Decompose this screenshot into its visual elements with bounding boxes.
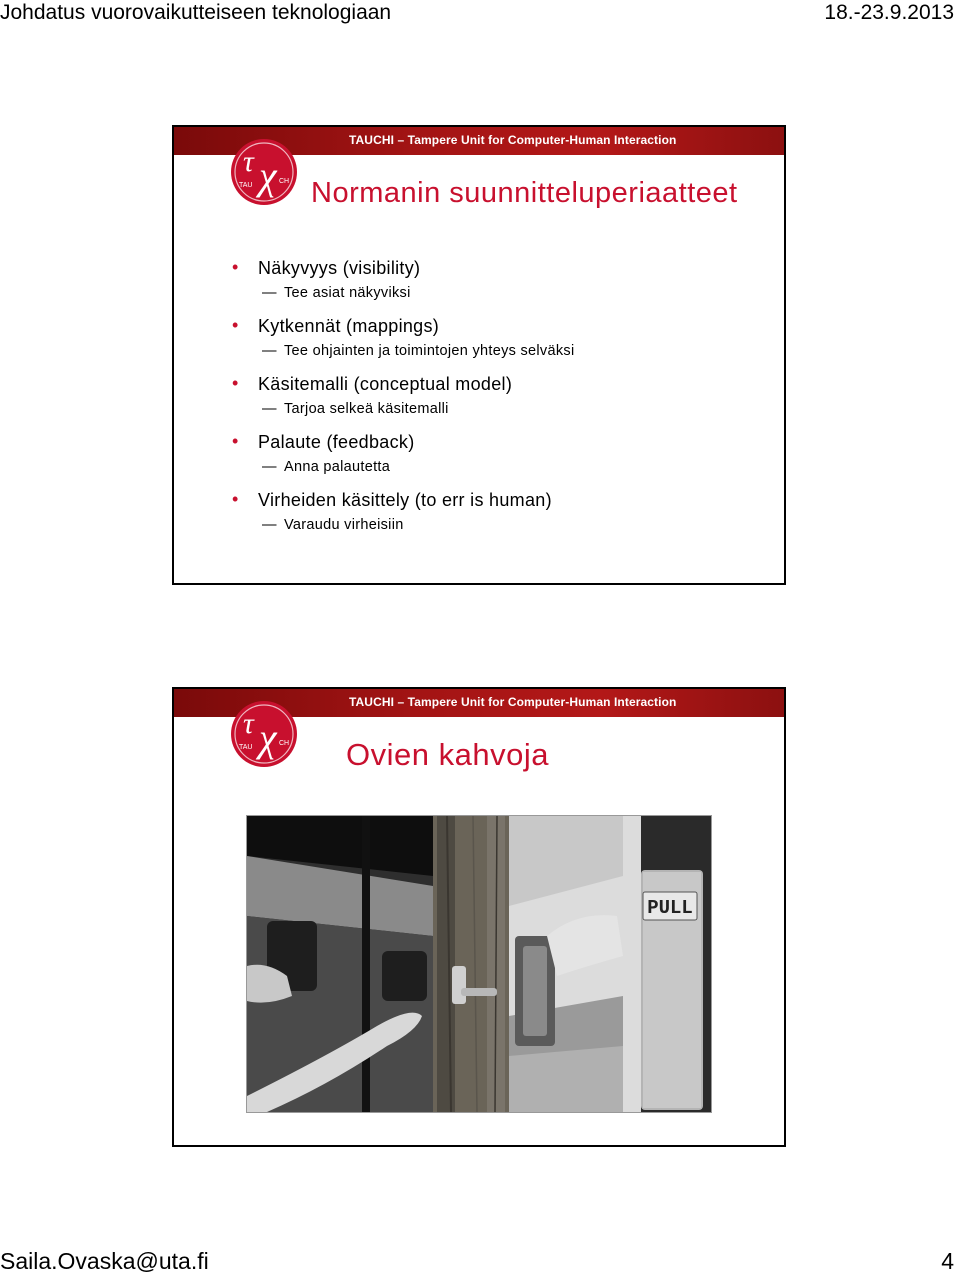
- bullet-text: • Virheiden käsittely (to err is human): [232, 489, 574, 511]
- banner-text: TAUCHI – Tampere Unit for Computer-Human Interaction: [349, 695, 677, 709]
- list-item: [232, 489, 574, 535]
- slide-2: [172, 687, 786, 1147]
- slide-title: Ovien kahvoja: [346, 737, 549, 772]
- page-header-left: Johdatus vuorovaikutteiseen teknologiaan: [0, 1, 392, 24]
- svg-text:TAU: TAU: [239, 182, 253, 189]
- svg-text:τ: τ: [243, 145, 254, 178]
- list-item: [232, 257, 574, 303]
- slide-1: [172, 125, 786, 585]
- svg-text:τ: τ: [243, 707, 254, 740]
- slide-title: Normanin suunnitteluperiaatteet: [311, 177, 738, 209]
- svg-text:CH: CH: [279, 740, 290, 747]
- door-handles-image: [247, 816, 711, 1112]
- bullet-text: • Näkyvyys (visibility): [232, 257, 574, 279]
- page-footer-left: Saila.Ovaska@uta.fi: [0, 1248, 209, 1274]
- tauchi-logo-icon: [229, 137, 299, 207]
- svg-text:TAU: TAU: [239, 744, 253, 751]
- page-header-right: 18.-23.9.2013: [824, 1, 954, 24]
- svg-text:χ: χ: [259, 153, 277, 198]
- list-item: [232, 431, 574, 477]
- sub-bullet-text: — Tee ohjainten ja toimintojen yhteys selväksi: [232, 341, 574, 361]
- pull-label: PULL: [647, 897, 693, 919]
- bullet-text: • Käsitemalli (conceptual model): [232, 373, 574, 395]
- page-number: 4: [941, 1248, 954, 1274]
- sub-bullet-text: — Anna palautetta: [232, 457, 574, 477]
- sub-bullet-text: — Tee asiat näkyviksi: [232, 283, 574, 303]
- bullet-list: [232, 257, 574, 547]
- tauchi-logo-icon: [229, 699, 299, 769]
- bullet-text: • Palaute (feedback): [232, 431, 574, 453]
- bullet-text: • Kytkennät (mappings): [232, 315, 574, 337]
- banner-text: TAUCHI – Tampere Unit for Computer-Human Interaction: [349, 133, 677, 147]
- sub-bullet-text: — Tarjoa selkeä käsitemalli: [232, 399, 574, 419]
- svg-text:χ: χ: [259, 715, 277, 760]
- sub-bullet-text: — Varaudu virheisiin: [232, 515, 574, 535]
- list-item: [232, 315, 574, 361]
- list-item: [232, 373, 574, 419]
- svg-text:CH: CH: [279, 178, 290, 185]
- door-handles-photo: [246, 815, 712, 1113]
